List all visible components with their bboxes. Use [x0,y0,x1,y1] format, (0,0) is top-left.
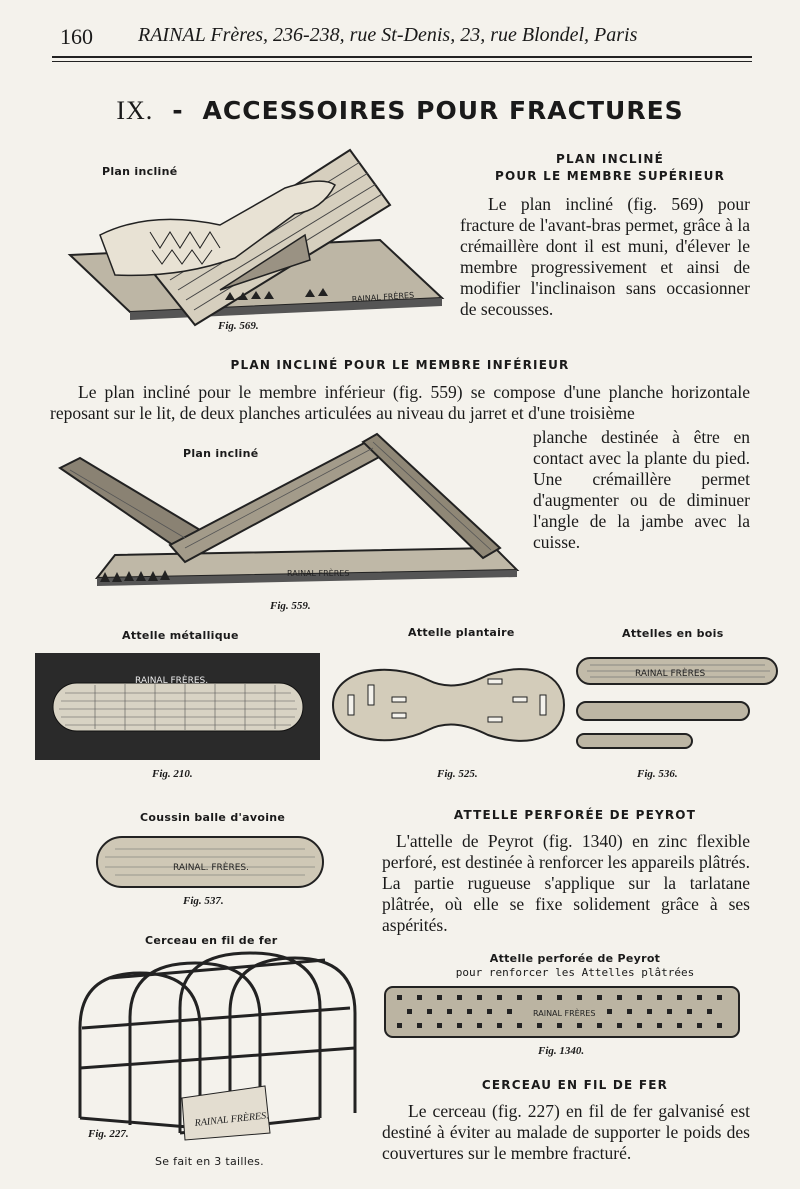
peyrot-caption1: Attelle perforée de Peyrot [489,952,661,965]
cerceau-stamp: RAINAL FRÈRES. [194,1110,270,1129]
attelle-metal-stamp: RAINAL FRÈRES. [135,676,209,686]
section-title [0,96,800,126]
plan-inf-illustration [55,430,525,600]
peyrot-heading: ATTELLE PERFORÉE DE PEYROT [453,808,697,822]
plan-sup-heading2: POUR LE MEMBRE SUPÉRIEUR [494,169,726,183]
section-heading: ACCESSOIRES POUR FRACTURES [202,96,684,125]
fig-1340: Fig. 1340. [538,1045,585,1057]
fig-536: Fig. 536. [637,768,678,780]
fig-210: Fig. 210. [152,768,193,780]
cerceau-label: Cerceau en fil de fer [145,934,278,947]
plan-inf-heading: PLAN INCLINÉ POUR LE MEMBRE INFÉRIEUR [230,358,570,372]
header-rule-thin [52,61,752,62]
plan-sup-stamp: RAINAL FRÈRES [351,290,415,304]
cerceau-illustration [70,948,370,1148]
plan-sup-heading1: PLAN INCLINÉ [555,152,664,166]
peyrot-stamp: RAINAL FRÈRES [533,1009,596,1018]
attelles-bois-label: Attelles en bois [622,627,724,640]
cerceau-text: Le cerceau (fig. 227) en fil de fer galvanisé est destiné à éviter au malade de supporter le poids des couvertures sur le membre fracturé. [382,1101,750,1163]
section-dash: - [172,96,184,125]
fig-525: Fig. 525. [437,768,478,780]
plan-sup-text: Le plan incliné (fig. 569) pour fracture de l'avant-bras permet, grâce à la crémaillère dont il est muni, d'élever le membre progressivement et ainsi de modifier l'inclinaison sans occasionner de secousses. [460,194,750,319]
coussin-stamp: RAINAL. FRÈRES. [173,863,249,873]
plan-sup-label: Plan incliné [102,165,178,178]
plan-inf-stamp: RAINAL FRÈRES [287,569,350,578]
attelles-bois-illustration [575,655,780,755]
attelles-bois-stamp: RAINAL FRÈRES [635,669,706,679]
plan-inf-text-lead: Le plan incliné pour le membre inférieur (fig. 559) se compose d'une planche horizontale reposant sur le lit, de deux planches articulées au niveau du jarret et d'une troisième [50,382,750,423]
peyrot-caption2: pour renforcer les Attelles plâtrées [455,966,695,979]
plan-inf-text-side: planche destinée à être en contact avec la plante du pied. Une crémaillère permet d'augmenter ou de diminuer l'angle de la jambe avec la cuisse. [533,427,750,552]
peyrot-illustration [383,985,741,1040]
page-number: 160 [60,24,93,49]
fig-227: Fig. 227. [88,1128,129,1140]
header-rule [52,56,752,58]
peyrot-text: L'attelle de Peyrot (fig. 1340) en zinc flexible perforé, est destinée à renforcer les appareils plâtrés. La partie rugueuse s'applique sur la tarlatane plâtrée, où elle se fixe solidement grâce à ses aspérités. [382,831,750,935]
coussin-label: Coussin balle d'avoine [140,811,286,824]
attelle-plantaire-label: Attelle plantaire [408,626,515,639]
fig-569: Fig. 569. [218,320,259,332]
fig-537: Fig. 537. [183,895,224,907]
cerceau-heading: CERCEAU EN FIL DE FER [481,1078,669,1092]
coussin-illustration [95,835,325,889]
attelle-metal-label: Attelle métallique [122,629,239,642]
cerceau-note: Se fait en 3 tailles. [155,1155,264,1168]
section-number: IX. [116,96,154,125]
fig-559: Fig. 559. [270,600,311,612]
plan-inf-label: Plan incliné [183,447,259,460]
attelle-metal-illustration [35,653,320,760]
running-head: RAINAL Frères, 236-238, rue St-Denis, 23, rue Blondel, Paris [138,24,638,46]
attelle-plantaire-illustration [328,655,568,755]
plan-sup-illustration [60,140,450,320]
